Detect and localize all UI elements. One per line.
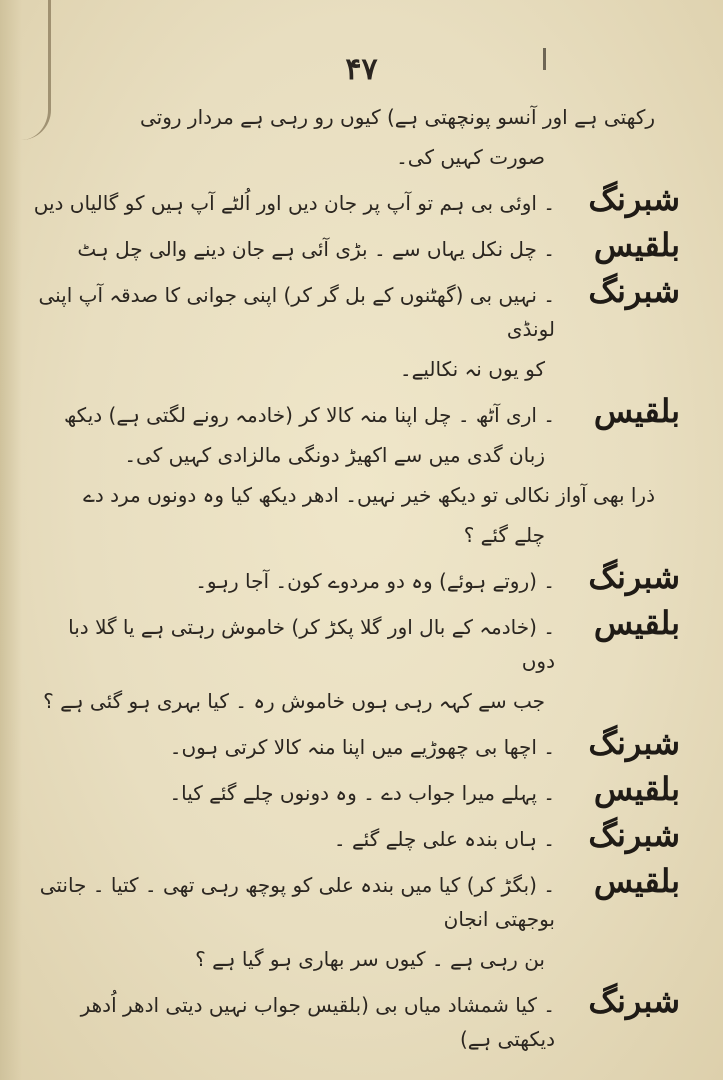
dialogue-continuation: کو یوں نہ نکالیے۔ <box>399 357 545 381</box>
dialogue-line: ۔ (روتے ہوئے) وہ دو مردوے کون۔ آجا رہو۔ <box>195 569 555 593</box>
text-line <box>30 724 680 764</box>
dialogue-line: ۔ اوئی بی ہم تو آپ پر جان دیں اور اُلٹے آپ ہیں کو گالیاں دیں <box>33 191 555 215</box>
text-line <box>30 478 680 512</box>
page-edge-shadow <box>0 0 22 1080</box>
text-line <box>30 100 680 134</box>
text-line <box>30 862 680 936</box>
dialogue-line: ۔ ہاں بندہ علی چلے گئے ۔ <box>333 827 555 851</box>
dialogue-text <box>30 100 680 1062</box>
dialogue-continuation: بن رہی ہے ۔ کیوں سر بھاری ہو گیا ہے ؟ <box>195 947 545 971</box>
speaker-name: بلقیس <box>593 226 680 264</box>
dialogue-line: ۔ چل نکل یہاں سے ۔ بڑی آئی ہے جان دینے والی چل ہٹ <box>77 237 555 261</box>
dialogue-line: ۔ کیا شمشاد میاں بی (بلقیس جواب نہیں دیتی ادھر اُدھر دیکھتی ہے) <box>80 993 555 1051</box>
speaker-name: بلقیس <box>593 604 680 642</box>
speaker-name: شبرنگ <box>588 272 680 310</box>
speaker-name: شبرنگ <box>588 724 680 762</box>
dialogue-line: ذرا بھی آواز نکالی تو دیکھ خیر نہیں۔ ادھر دیکھ کیا وہ دونوں مرد دے <box>83 483 655 507</box>
speaker-name: بلقیس <box>593 770 680 808</box>
dialogue-line: ۔ اچھا بی چھوڑیے میں اپنا منہ کالا کرتی ہوں۔ <box>169 735 555 759</box>
dialogue-continuation: جب سے کہہ رہی ہوں خاموش رہ ۔ کیا بہری ہو گئی ہے ؟ <box>43 689 545 713</box>
text-line <box>30 982 680 1056</box>
text-line <box>30 226 680 266</box>
speaker-name: شبرنگ <box>588 982 680 1020</box>
text-line <box>30 770 680 810</box>
dialogue-continuation: صورت کہیں کی۔ <box>396 145 545 169</box>
text-line <box>30 604 680 678</box>
dialogue-line: ۔ اری آٹھ ۔ چل اپنا منہ کالا کر (خادمہ رونے لگتی ہے) دیکھ <box>64 403 555 427</box>
text-line <box>30 392 680 432</box>
dialogue-continuation: چلے گئے ؟ <box>463 523 545 547</box>
dialogue-line: رکھتی ہے اور آنسو پونچھتی ہے) کیوں رو رہی ہے مردار روتی <box>140 105 655 129</box>
text-line <box>30 816 680 856</box>
dialogue-line: ۔ (بگڑ کر) کیا میں بندہ علی کو پوچھ رہی تھی ۔ کتیا ۔ جانتی بوجھتی انجان <box>39 873 555 931</box>
speaker-name: شبرنگ <box>588 816 680 854</box>
dialogue-line: ۔ نہیں بی (گھٹنوں کے بل گر کر) اپنی جوانی کا صدقہ آپ اپنی لونڈی <box>38 283 555 341</box>
text-line <box>30 180 680 220</box>
dialogue-line: ۔ پہلے میرا جواب دے ۔ وہ دونوں چلے گئے کیا۔ <box>169 781 555 805</box>
page-number: ۴۷ <box>345 52 378 87</box>
text-line <box>30 558 680 598</box>
text-line <box>30 272 680 346</box>
speaker-name: بلقیس <box>593 392 680 430</box>
dialogue-continuation: زبان گدی میں سے اکھیڑ دونگی مالزادی کہیں کی۔ <box>124 443 545 467</box>
speaker-name: شبرنگ <box>588 558 680 596</box>
speaker-name: شبرنگ <box>588 180 680 218</box>
dialogue-line: ۔ (خادمہ کے بال اور گلا پکڑ کر) خاموش رہتی ہے یا گلا دبا دوں <box>68 615 555 673</box>
speaker-name: بلقیس <box>593 862 680 900</box>
